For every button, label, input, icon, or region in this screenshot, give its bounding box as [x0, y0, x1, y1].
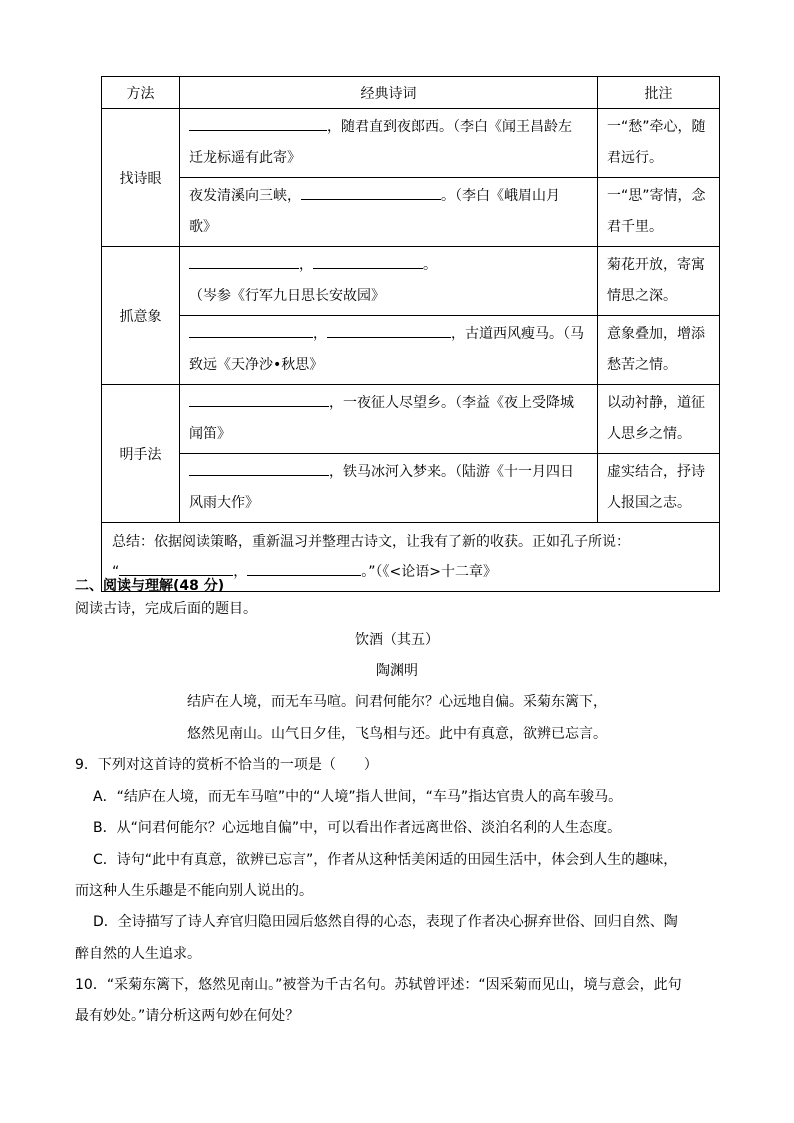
question-10-cont: 最有妙处。”请分析这两句妙在何处？	[75, 1008, 300, 1024]
note-cell: 一“愁”牵心，随 君远行。	[598, 109, 720, 178]
option-a[interactable]: A．“结庐在人境，而无车马喧”中的“人境”指人世间，“车马”指达官贵人的高车骏马。	[93, 789, 623, 805]
answer-blank[interactable]	[189, 253, 299, 269]
header-poem: 经典诗词	[180, 77, 598, 109]
option-c-cont: 而这种人生乐趣是不能向别人说出的。	[75, 883, 313, 899]
option-c[interactable]: C．诗句“此中有真意，欲辨已忘言”，作者从这种恬美闲适的田园生活中，体会到人生的趣味，	[93, 852, 678, 868]
answer-blank[interactable]	[119, 560, 233, 576]
note-cell: 一“思”寄情，念 君千里。	[598, 178, 720, 247]
section-intro: 阅读古诗，完成后面的题目。	[75, 601, 257, 617]
note-cell: 菊花开放，寄寓 情思之深。	[598, 247, 720, 316]
poem-cell: ， 。 （岑参《行军九日思长安故园》	[180, 247, 598, 316]
method-clarify-technique: 明手法	[102, 385, 180, 523]
answer-blank[interactable]	[189, 115, 327, 131]
note-cell: 虚实结合，抒诗 人报国之志。	[598, 454, 720, 523]
poetry-table	[101, 76, 720, 592]
note-cell: 意象叠加，增添 愁苦之情。	[598, 316, 720, 385]
poem-line: 结庐在人境，而无车马喧。问君何能尔？心远地自偏。采菊东篱下，	[187, 694, 607, 710]
option-d[interactable]: D．全诗描写了诗人弃官归隐田园后悠然自得的心态，表现了作者决心摒弃世俗、回归自然、陶	[93, 914, 678, 930]
option-b[interactable]: B．从“问君何能尔？心远地自偏”中，可以看出作者远离世俗、淡泊名利的人生态度。	[93, 820, 622, 836]
answer-blank[interactable]	[313, 253, 423, 269]
note-cell: 以动衬静，道征 人思乡之情。	[598, 385, 720, 454]
answer-blank[interactable]	[189, 391, 329, 407]
option-d-cont: 醉自然的人生追求。	[75, 946, 201, 962]
question-10: 10．“采菊东篱下，悠然见南山。”被誉为千古名句。苏轼曾评述：“因采菊而见山，境与意会，此句	[75, 977, 682, 993]
summary-cell: 总结：依据阅读策略，重新温习并整理古诗文，让我有了新的收获。正如孔子所说： “ ， 。”（《<论语>十二章》	[102, 523, 720, 592]
poem-line: 悠然见南山。山气日夕佳，飞鸟相与还。此中有真意，欲辨已忘言。	[187, 726, 607, 742]
poem-title: 饮酒（其五）	[355, 632, 439, 648]
question-9: 9．下列对这首诗的赏析不恰当的一项是（ ）	[75, 757, 378, 773]
poem-author: 陶渊明	[376, 663, 418, 679]
answer-blank[interactable]	[189, 460, 329, 476]
header-method: 方法	[102, 77, 180, 109]
poem-cell: ，一夜征人尽望乡。（李益《夜上受降城 闻笛》	[180, 385, 598, 454]
poem-cell: ，随君直到夜郎西。（李白《闻王昌龄左 迁龙标遥有此寄》	[180, 109, 598, 178]
poem-cell: 夜发清溪向三峡， 。（李白《峨眉山月 歌》	[180, 178, 598, 247]
answer-blank[interactable]	[247, 560, 361, 576]
poem-cell: ， ，古道西风瘦马。（马 致远《天净沙•秋思》	[180, 316, 598, 385]
answer-blank[interactable]	[327, 322, 451, 338]
header-note: 批注	[598, 77, 720, 109]
answer-blank[interactable]	[189, 322, 313, 338]
method-find-eye: 找诗眼	[102, 109, 180, 247]
poem-cell: ，铁马冰河入梦来。（陆游《十一月四日 风雨大作》	[180, 454, 598, 523]
section-title: 二、阅读与理解(48 分)	[75, 578, 225, 594]
method-grasp-image: 抓意象	[102, 247, 180, 385]
answer-blank[interactable]	[301, 184, 441, 200]
